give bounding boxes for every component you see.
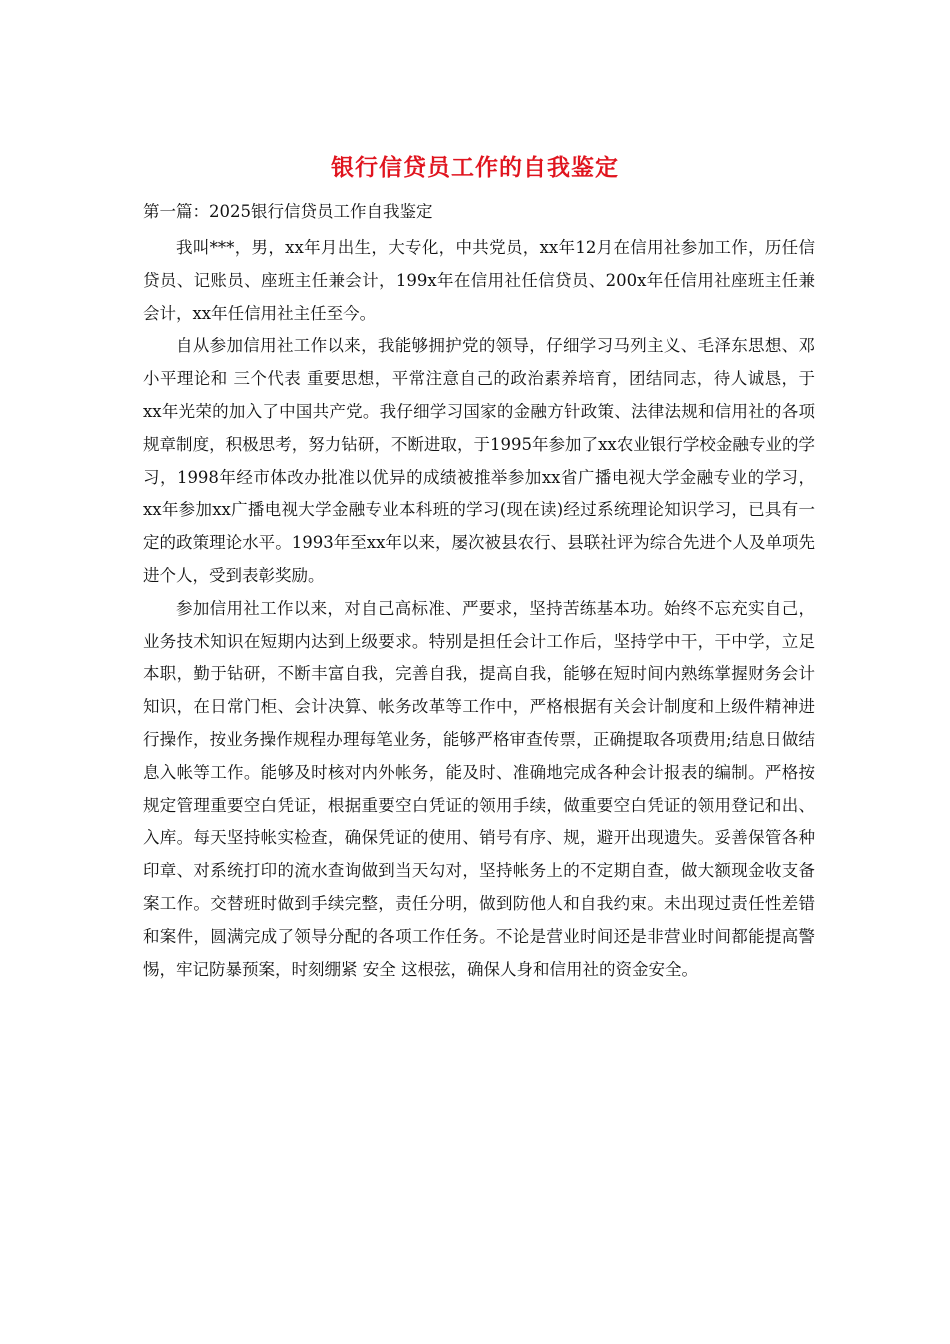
document-body — [143, 232, 815, 986]
paragraph: 自从参加信用社工作以来，我能够拥护党的领导，仔细学习马列主义、毛泽东思想、邓小平理论和 三个代表 重要思想，平常注意自己的政治素养培育，团结同志，待人诚恳，于xx年光荣的加入了中国共产党。我仔细学习国家的金融方针政策、法律法规和信用社的各项规章制度，积极思考，努力钻研，不断进取，于1995年参加了xx农业银行学校金融专业的学习，1998年经市体改办批准以优异的成绩被推举参加xx省广播电视大学金融专业的学习，xx年参加xx广播电视大学金融专业本科班的学习(现在读)经过系统理论知识学习，已具有一定的政策理论水平。1993年至xx年以来，屡次被县农行、县联社评为综合先进个人及单项先进个人，受到表彰奖励。 — [143, 336, 815, 585]
paragraph: 参加信用社工作以来，对自己高标准、严要求，坚持苦练基本功。始终不忘充实自己，业务技术知识在短期内达到上级要求。特别是担任会计工作后，坚持学中干，干中学，立足本职，勤于钻研，不断丰富自我，完善自我，提高自我，能够在短时间内熟练掌握财务会计知识，在日常门柜、会计决算、帐务改革等工作中，严格根据有关会计制度和上级件精神进行操作，按业务操作规程办理每笔业务，能够严格审查传票，正确提取各项费用;结息日做结息入帐等工作。能够及时核对内外帐务，能及时、准确地完成各种会计报表的编制。严格按规定管理重要空白凭证，根据重要空白凭证的领用手续，做重要空白凭证的领用登记和出、入库。每天坚持帐实检查，确保凭证的使用、销号有序、规，避开出现遗失。妥善保管各种印章、对系统打印的流水查询做到当天勾对，坚持帐务上的不定期自查，做大额现金收支备案工作。交替班时做到手续完整，责任分明，做到防他人和自我约束。未出现过责任性差错和案件，圆满完成了领导分配的各项工作任务。不论是营业时间还是非营业时间都能提高警惕，牢记防暴预案，时刻绷紧 安全 这根弦，确保人身和信用社的资金安全。 — [143, 598, 815, 979]
document-subtitle: 第一篇：2025银行信贷员工作自我鉴定 — [143, 202, 433, 221]
paragraph: 我叫***，男，xx年月出生，大专化，中共党员，xx年12月在信用社参加工作，历任信贷员、记账员、座班主任兼会计，199x年在信用社任信贷员、200x年任信用社座班主任兼会计，xx年任信用社主任至今。 — [143, 238, 815, 323]
document-title: 银行信贷员工作的自我鉴定 — [331, 154, 619, 181]
